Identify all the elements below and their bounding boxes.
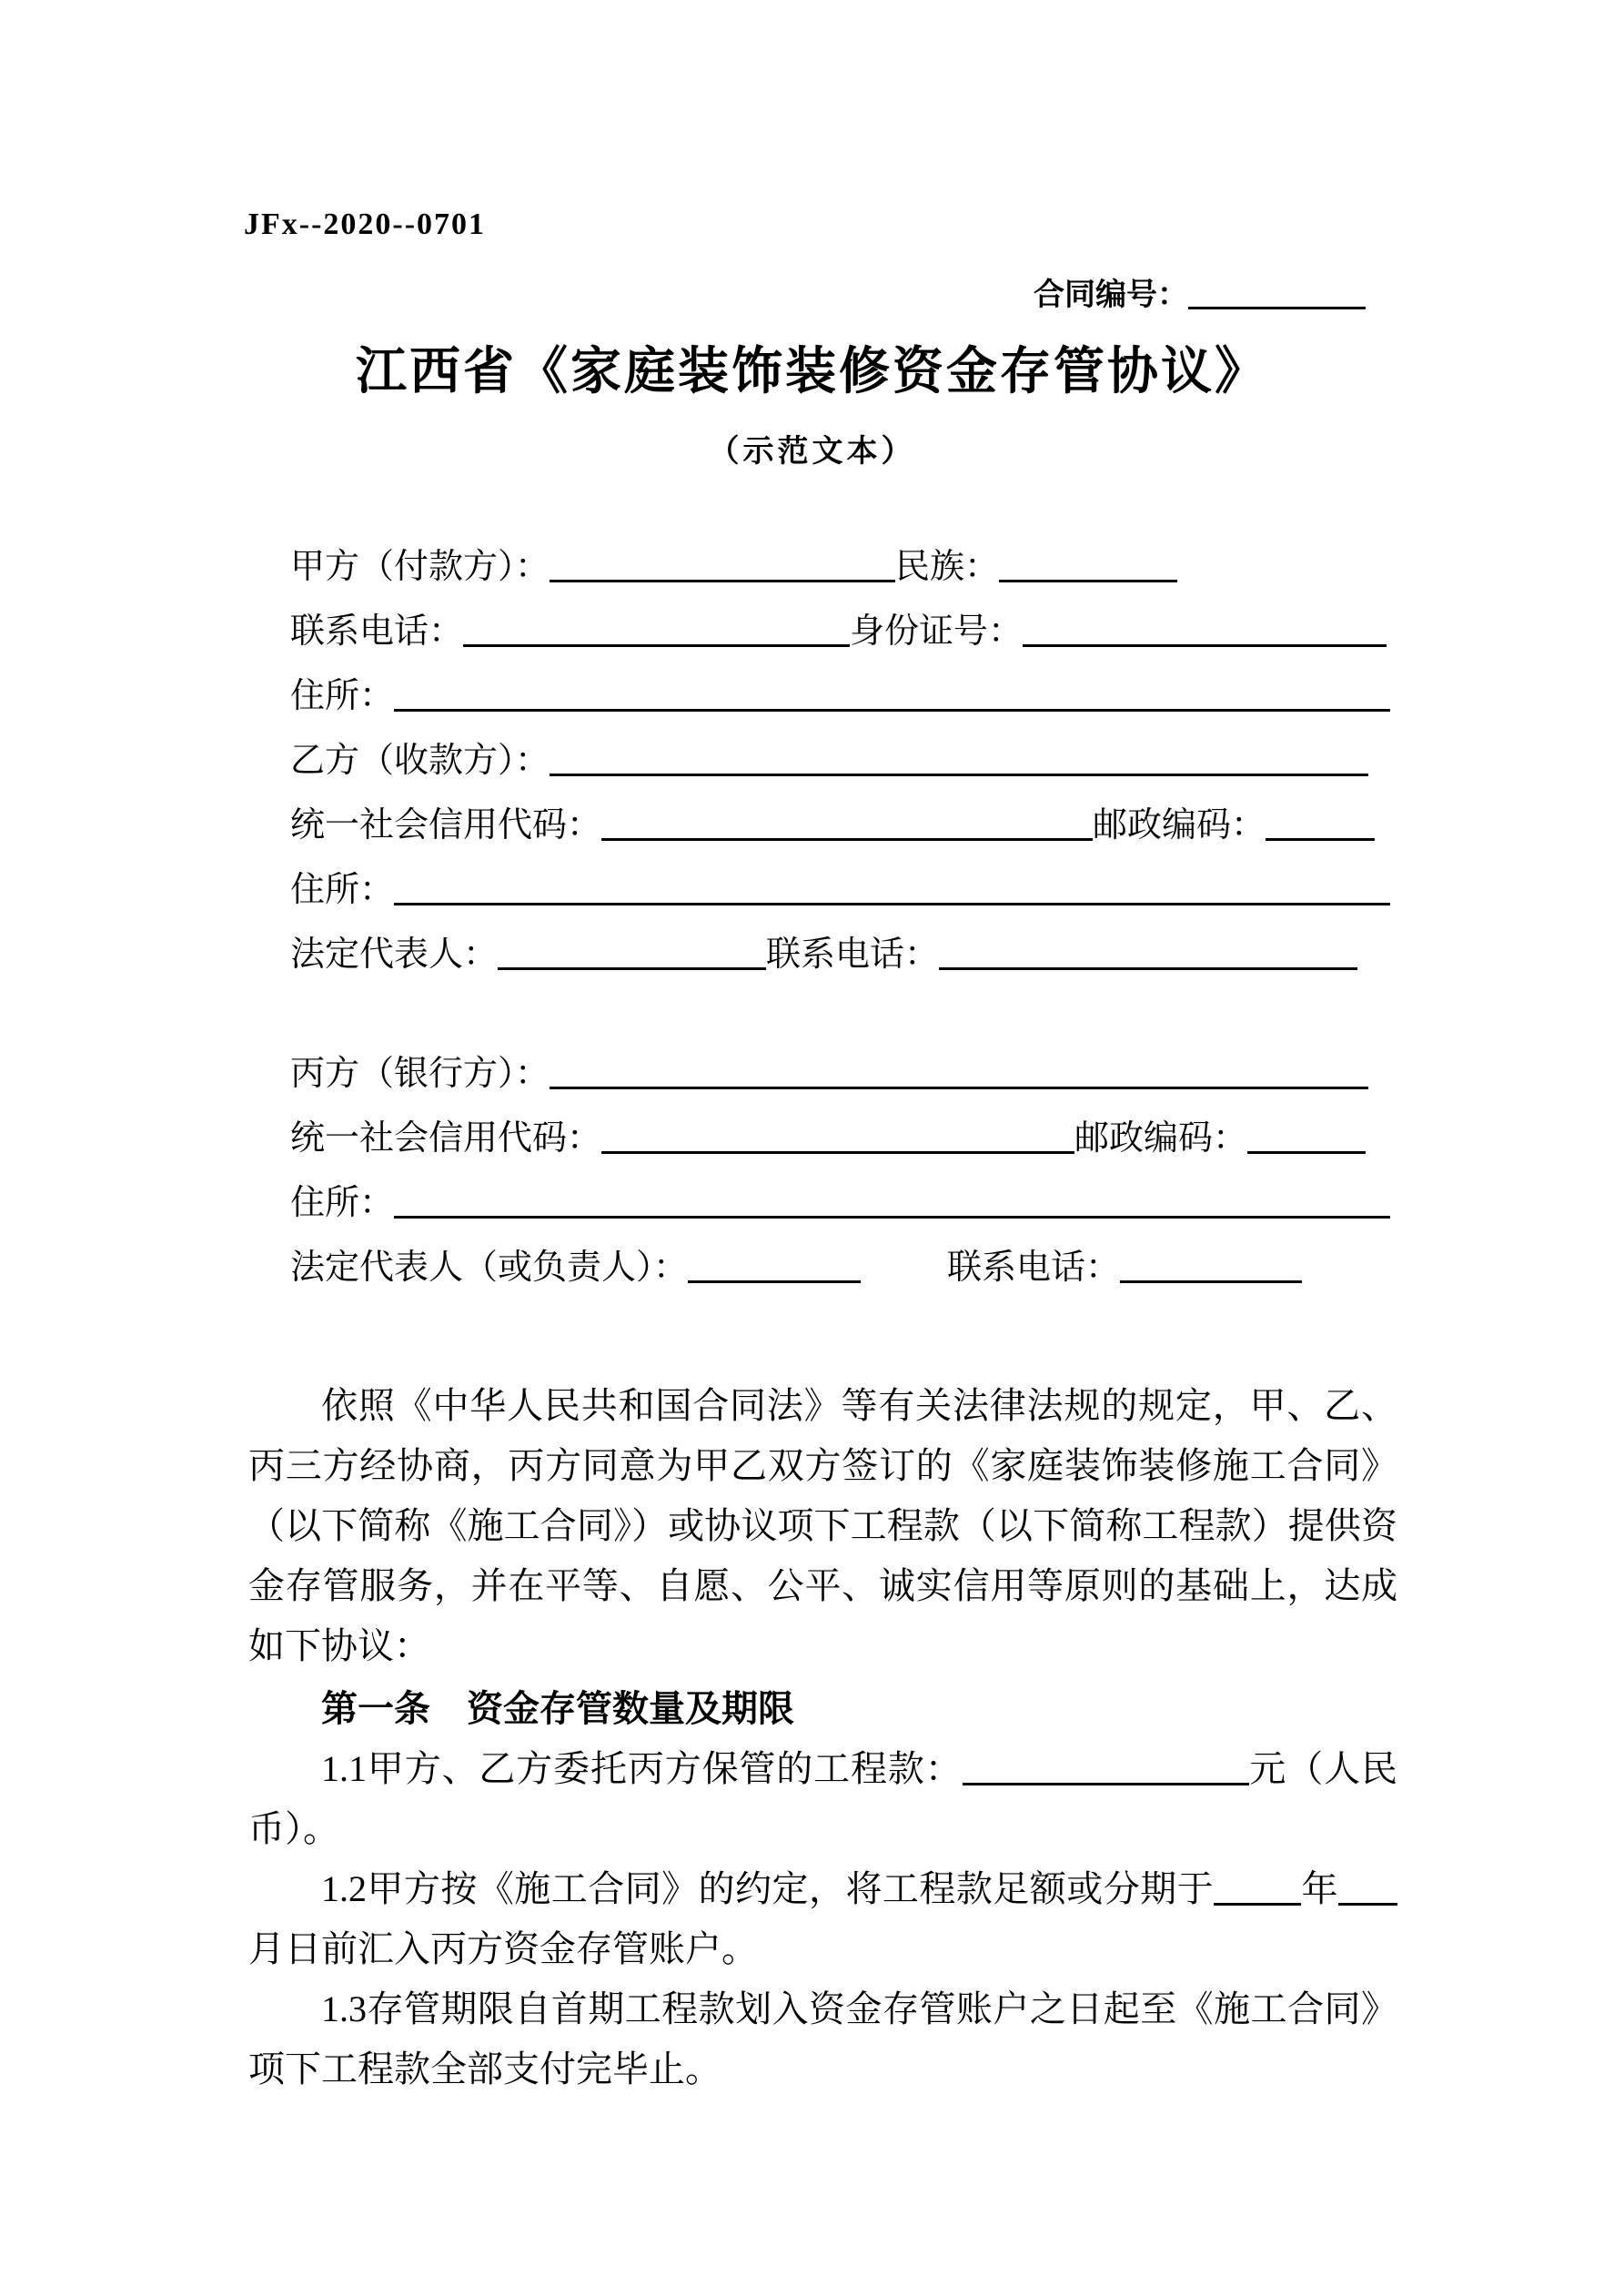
contract-number-label: 合同编号： — [1034, 278, 1188, 312]
party-a-label: 甲方（付款方）： — [290, 548, 550, 586]
party-c-row — [290, 1042, 1390, 1107]
credit-code-b-label: 统一社会信用代码： — [290, 806, 602, 845]
document-title: 江西省《家庭装饰装修资金存管协议》 — [356, 344, 1268, 400]
phone-a-blank — [463, 610, 850, 647]
party-a-address-row — [290, 664, 1390, 729]
id-number-blank — [1023, 610, 1387, 647]
party-b-credit-row — [290, 794, 1390, 858]
id-number-label: 身份证号： — [850, 612, 1024, 651]
party-c-legal-rep-row — [290, 1236, 1390, 1300]
address-a-blank — [394, 674, 1390, 712]
party-a-row — [290, 535, 1390, 600]
party-c-credit-row — [290, 1107, 1390, 1171]
party-b-label: 乙方（收款方）： — [290, 742, 550, 780]
legal-rep-c-label: 法定代表人（或负责人）： — [290, 1249, 689, 1287]
clause-1-1 — [248, 1739, 1397, 1859]
address-a-label: 住所： — [290, 677, 395, 715]
postal-code-c-label: 邮政编码： — [1074, 1119, 1248, 1158]
clause-1-2-text-post: 月日前汇入丙方资金存管账户。 — [248, 1928, 758, 1969]
credit-code-c-blank — [601, 1117, 1074, 1154]
intro-paragraph: 依照《中华人民共和国合同法》等有关法律法规的规定，甲、乙、丙三方经协商，丙方同意为甲乙双方签订的《家庭装饰装修施工合同》（以下简称《施工合同》）或协议项下工程款（以下简称工程款）提供资金存管服务，并在平等、自愿、公平、诚实信用等原则的基础上，达成如下协议： — [248, 1385, 1397, 1666]
credit-code-c-label: 统一社会信用代码： — [290, 1119, 602, 1158]
address-c-blank — [394, 1181, 1390, 1219]
month-blank — [1338, 1866, 1397, 1906]
clause-1-2 — [248, 1859, 1397, 1979]
phone-b-label: 联系电话： — [766, 936, 940, 974]
phone-c-blank — [1120, 1246, 1302, 1283]
contract-number-blank — [1188, 276, 1366, 309]
legal-rep-b-blank — [498, 933, 766, 970]
address-b-blank — [394, 868, 1390, 905]
postal-code-c-blank — [1247, 1117, 1366, 1154]
document-code: JFx--2020--0701 — [244, 207, 487, 241]
clause-1-2-text-pre: 1.2甲方按《施工合同》的约定，将工程款足额或分期于 — [321, 1868, 1215, 1909]
clause-1-1-text-post: 元（人民币）。 — [248, 1748, 1398, 1849]
party-c-name-blank — [550, 1052, 1368, 1089]
party-info-form — [290, 535, 1390, 1300]
section-1-heading: 第一条 资金存管数量及期限 — [321, 1688, 794, 1729]
year-blank — [1214, 1866, 1301, 1906]
party-b-legal-rep-row — [290, 923, 1390, 987]
ethnicity-blank — [999, 545, 1177, 582]
party-b-row — [290, 729, 1390, 794]
clause-1-2-text-mid: 年 — [1301, 1868, 1339, 1909]
clause-1-1-text-pre: 1.1甲方、乙方委托丙方保管的工程款： — [321, 1748, 963, 1789]
party-a-name-blank — [550, 545, 895, 582]
clause-1-3: 1.3存管期限自首期工程款划入资金存管账户之日起至《施工合同》项下工程款全部支付完毕止。 — [248, 1988, 1397, 2089]
ethnicity-label: 民族： — [895, 548, 1000, 586]
contract-number-line — [1034, 269, 1366, 314]
phone-a-label: 联系电话： — [290, 612, 464, 651]
document-subtitle: （示范文本） — [708, 435, 916, 469]
party-b-name-blank — [550, 739, 1368, 776]
deposit-amount-blank — [963, 1746, 1249, 1785]
form-section-gap — [290, 987, 1390, 1042]
party-c-label: 丙方（银行方）： — [290, 1055, 550, 1093]
party-b-address-row — [290, 858, 1390, 923]
postal-code-b-label: 邮政编码： — [1093, 806, 1266, 845]
intro-paragraph-block — [248, 1376, 1397, 1676]
party-c-address-row — [290, 1171, 1390, 1236]
credit-code-b-blank — [601, 804, 1093, 841]
postal-code-b-blank — [1266, 804, 1375, 841]
party-a-phone-row — [290, 600, 1390, 664]
section-1-block — [248, 1679, 1397, 2099]
phone-c-label: 联系电话： — [947, 1249, 1121, 1287]
legal-rep-c-blank — [688, 1246, 861, 1283]
phone-b-blank — [939, 933, 1357, 970]
address-b-label: 住所： — [290, 871, 395, 909]
address-c-label: 住所： — [290, 1184, 395, 1222]
legal-rep-b-label: 法定代表人： — [290, 936, 499, 974]
